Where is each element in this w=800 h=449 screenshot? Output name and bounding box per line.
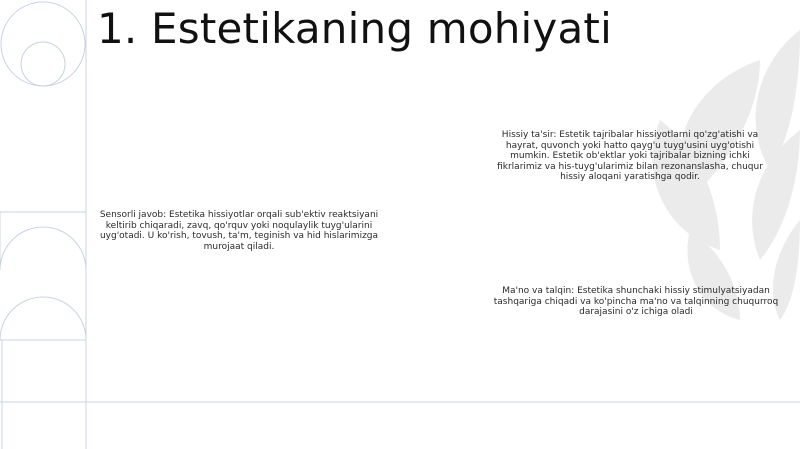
emotional-impact-text: Hissiy ta'sir: Estetik tajribalar hissiyotlarni qo'zg'atishi va hayrat, quvonch yoki hatto qayg'u tuyg'usini uyg'otishi mumkin. Estetik ob'ektlar yoki tajribalar bizning ichki fikrlarimiz va his-tuyg'ularimiz bilan rezonanslasha, chuqur hissiy aloqani yaratishga qodir.: [497, 130, 763, 182]
slide-title: 1. Estetikaning mohiyati: [97, 4, 612, 53]
sensory-response-text: Sensorli javob: Estetika hissiyotlar orqali sub'ektiv reaktsiyani keltirib chiqaradi, zavq, qo'rquv yoki noqulaylik tuyg'ularini uyg'otadi. U ko'rish, tovush, ta'm, teginish va hid hislarimizga murojaat qiladi.: [99, 210, 379, 252]
meaning-interpretation-text: Ma'no va talqin: Estetika shunchaki hissiy stimulyatsiyadan tashqariga chiqadi va ko'pincha ma'no va talqinning chuqurroq darajasini o'z ichiga oladi: [493, 286, 779, 317]
